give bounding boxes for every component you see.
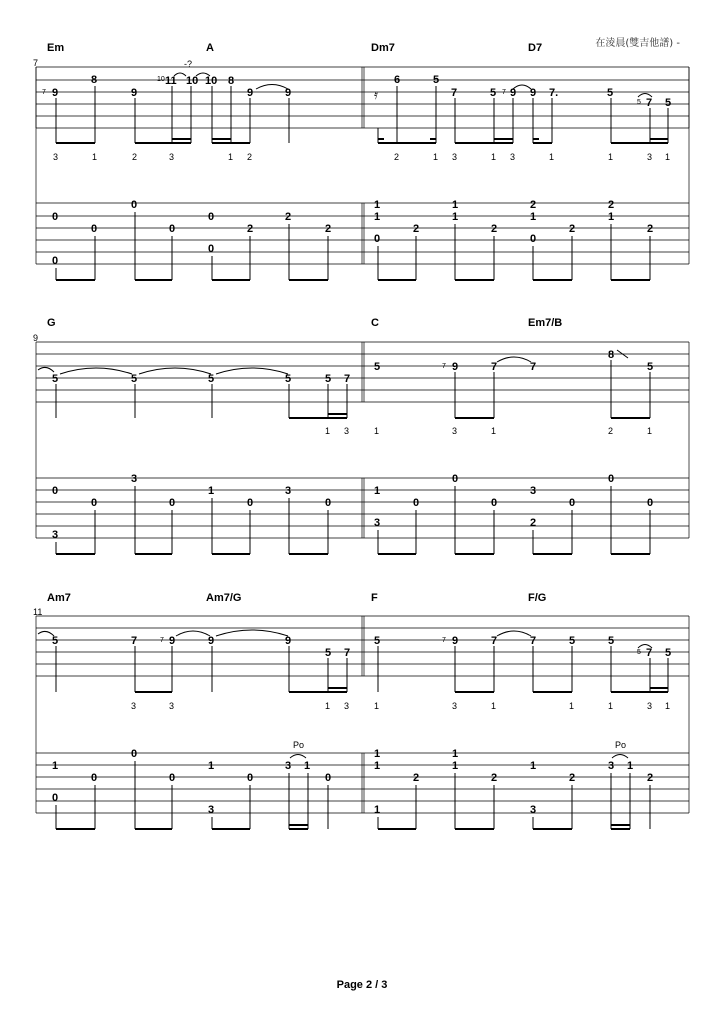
tie-marks [290,755,628,759]
slide-label: 7 [442,363,446,370]
fret-number: 0 [131,748,138,760]
pull-off-label: Po [615,740,627,750]
fret-number: 0 [374,233,381,245]
bass-stems [56,761,650,829]
finger-number: 1 [228,152,234,162]
slide-label: 5 [637,99,641,106]
fret-number: 2 [647,223,654,235]
fret-number: 7 [131,635,138,647]
fret-number: 1 [452,748,459,760]
finger-number: 1 [374,701,380,711]
chord-label: A [206,42,214,54]
fret-number: 1 [52,760,59,772]
finger-number: 1 [374,426,380,436]
finger-number: 3 [169,701,175,711]
fret-number: 7 [646,647,653,659]
fret-number: 0 [647,497,654,509]
fret-number: 1 [452,199,459,211]
fret-number: 0 [91,497,98,509]
chord-label: F/G [528,592,547,604]
fret-number: 5 [374,361,381,373]
fret-number: 7 [530,361,537,373]
fret-number: 0 [169,223,176,235]
fret-number: 2 [247,223,254,235]
fret-number: 0 [413,497,420,509]
fret-number: 5 [433,74,440,86]
fret-number: 1 [374,760,381,772]
fret-number: 0 [52,485,59,497]
fret-number: 3 [530,485,537,497]
fret-number: 1 [374,211,381,223]
finger-number: 1 [92,152,98,162]
fret-number: 11 [165,75,177,87]
finger-number: 2 [394,152,400,162]
fret-number: 3 [285,760,292,772]
fret-number: 1 [452,211,459,223]
bend-label: -? [184,59,193,69]
fret-number: 1 [452,760,459,772]
fret-number: 2 [285,211,292,223]
finger-number: 3 [647,701,653,711]
fret-number: 1 [374,199,381,211]
fret-number: 0 [569,497,576,509]
fret-number: 0 [169,772,176,784]
fret-number: 1 [530,211,537,223]
fret-number: 7 [451,87,458,99]
finger-number: 1 [569,701,575,711]
fret-number: 0 [52,211,59,223]
finger-number: 1 [491,426,497,436]
fret-number: 6 [394,74,401,86]
finger-number: 1 [647,426,653,436]
finger-number: 3 [452,426,458,436]
finger-number: 3 [452,152,458,162]
fret-number: 9 [285,87,292,99]
fret-number: 0 [52,792,59,804]
fret-number: 8 [608,349,615,361]
fret-number: 9 [247,87,254,99]
finger-number: 3 [452,701,458,711]
fret-number: 0 [608,473,615,485]
fret-number: 3 [52,529,59,541]
rest-symbol: 𝄿 [374,87,378,102]
fret-number: 3 [530,804,537,816]
fret-number: 9 [131,87,138,99]
bass-stems [56,486,650,554]
chord-label: Am7/G [206,592,242,604]
fret-number: 5 [285,373,292,385]
fret-number: 9 [452,361,459,373]
fret-number: 0 [91,772,98,784]
fret-number: 0 [452,473,459,485]
fret-number: 2 [530,517,537,529]
fret-number: 2 [491,223,498,235]
system-1 [33,42,689,280]
fret-number: 9 [169,635,176,647]
fret-number: 0 [247,497,254,509]
finger-number: 3 [344,701,350,711]
finger-number: 1 [491,701,497,711]
finger-number: 3 [647,152,653,162]
system-2 [33,317,689,554]
fret-number: 0 [131,199,138,211]
fret-number: 3 [131,473,138,485]
fret-number: 2 [413,772,420,784]
fret-number: 0 [52,255,59,267]
fret-number: 2 [491,772,498,784]
fret-number: 5 [325,647,332,659]
finger-number: 1 [665,152,671,162]
chord-label: Em7/B [528,317,563,329]
fret-number: 5 [208,373,215,385]
fret-number: 2 [569,223,576,235]
fret-number: 5 [131,373,138,385]
fret-number: 7 [344,373,351,385]
melody-stems [56,360,650,418]
fret-number: 7. [549,87,559,99]
fret-number: 10 [186,75,199,87]
fret-number: 5 [607,87,614,99]
fret-number: 1 [208,760,215,772]
measure-number: 7 [33,58,39,68]
slide-label: 7 [42,89,46,96]
fret-number: 2 [530,199,537,211]
melody-staff [36,342,689,402]
fret-number: 8 [228,75,235,87]
tie-marks [38,350,628,374]
fret-number: 2 [608,199,615,211]
pull-off-label: Po [293,740,305,750]
fret-number: 3 [608,760,615,772]
slide-label: 7 [502,89,506,96]
fret-number: 1 [374,748,381,760]
fret-number: 0 [208,211,215,223]
finger-number: 3 [53,152,59,162]
fret-number: 2 [413,223,420,235]
fret-number: 5 [374,635,381,647]
finger-number: 1 [325,701,331,711]
fret-number: 0 [91,223,98,235]
tie-marks [174,73,652,97]
fret-number: 1 [374,485,381,497]
fret-number: 0 [530,233,537,245]
fret-number: 5 [665,647,672,659]
slide-label: 7 [160,637,164,644]
fret-number: 7 [344,647,351,659]
chord-label: Em [47,42,65,54]
bass-staff [36,342,689,538]
finger-number: 2 [247,152,253,162]
melody-beams [135,688,668,692]
melody-beams [289,414,650,418]
bend-label: 10 [157,76,165,83]
fret-number: 9 [510,87,517,99]
fret-number: 2 [647,772,654,784]
fret-number: 2 [325,223,332,235]
finger-number: 3 [169,152,175,162]
finger-number: 3 [510,152,516,162]
finger-number: 2 [132,152,138,162]
melody-beams [56,139,668,143]
fret-number: 7 [491,361,498,373]
bass-stems [56,212,650,280]
fret-number: 7 [491,635,498,647]
fret-number: 5 [608,635,615,647]
fret-number: 0 [208,243,215,255]
fret-number: 5 [490,87,497,99]
chord-label: D7 [528,42,543,54]
fret-number: 1 [608,211,615,223]
fret-number: 1 [208,485,215,497]
fret-number: 1 [530,760,537,772]
score-title: 在淩晨(雙吉他譜) - [595,38,680,49]
fret-number: 1 [304,760,311,772]
chord-label: Am7 [47,592,71,604]
finger-number: 1 [549,152,555,162]
fret-number: 3 [208,804,215,816]
finger-number: 1 [608,152,614,162]
fret-number: 0 [325,772,332,784]
finger-number: 1 [433,152,439,162]
fret-number: 0 [325,497,332,509]
finger-number: 3 [344,426,350,436]
fret-number: 9 [208,635,215,647]
fret-number: 10 [205,75,218,87]
fret-number: 5 [569,635,576,647]
fret-number: 3 [285,485,292,497]
fret-number: 7 [646,97,653,109]
fret-number: 7 [530,635,537,647]
fret-number: 0 [491,497,498,509]
fret-number: 5 [325,373,332,385]
finger-number: 1 [665,701,671,711]
page-number: Page 2 / 3 [336,979,388,991]
system-3 [33,592,689,829]
fret-number: 2 [569,772,576,784]
finger-number: 3 [131,701,137,711]
fret-number: 5 [665,97,672,109]
fret-number: 5 [52,635,59,647]
finger-number: 2 [608,426,614,436]
measure-number: 11 [33,607,43,617]
chord-label: G [47,317,56,329]
fret-number: 0 [169,497,176,509]
fret-number: 9 [285,635,292,647]
fret-number: 5 [647,361,654,373]
bass-beams [56,825,630,829]
finger-number: 1 [491,152,497,162]
fret-number: 3 [374,517,381,529]
fret-number: 1 [627,760,634,772]
fret-number: 5 [52,373,59,385]
finger-number: 1 [325,426,331,436]
measure-number: 9 [33,333,39,343]
slide-label: 7 [442,637,446,644]
slide-label: 5 [637,649,641,656]
fret-number: 1 [374,804,381,816]
chord-label: F [371,592,378,604]
finger-number: 1 [608,701,614,711]
chord-label: C [371,317,379,329]
fret-number: 9 [452,635,459,647]
chord-label: Dm7 [371,42,395,54]
fret-number: 0 [247,772,254,784]
fret-number: 8 [91,74,98,86]
fret-number: 9 [530,87,537,99]
fret-number: 9 [52,87,59,99]
